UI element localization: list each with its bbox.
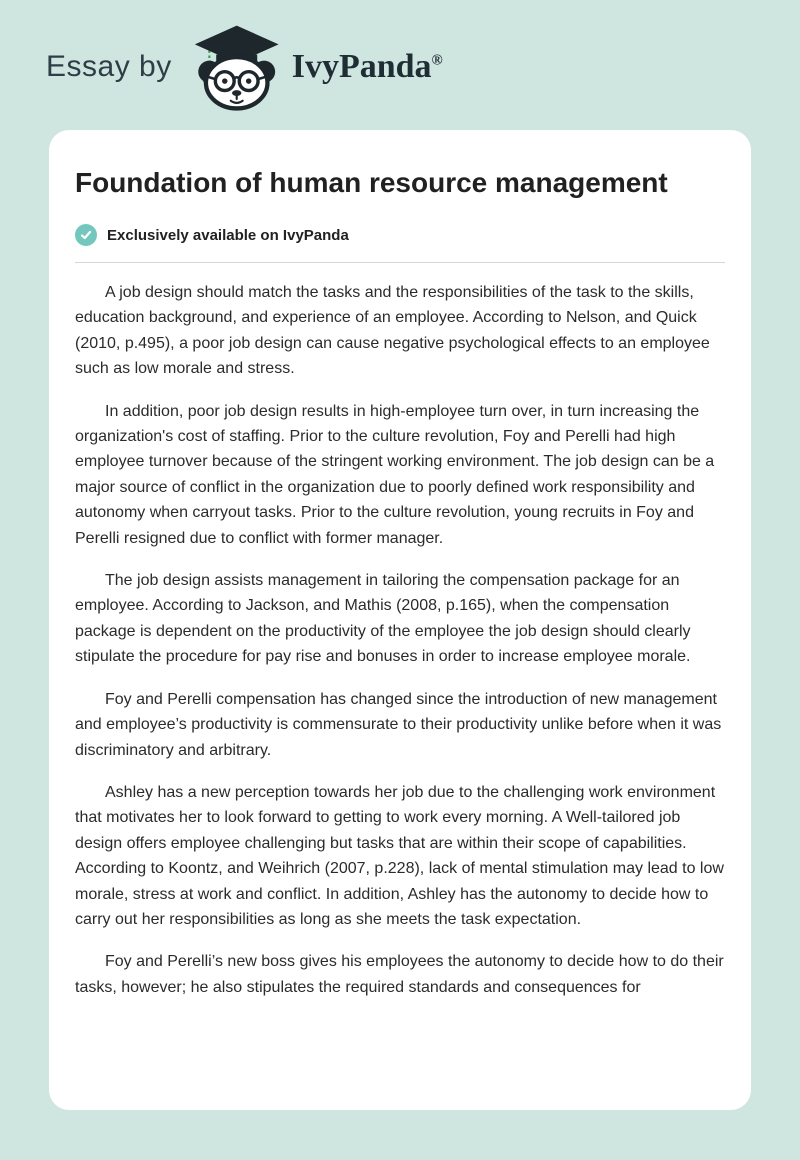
exclusive-badge: [75, 224, 725, 246]
checkmark-icon: [75, 224, 97, 246]
essay-paragraph: Foy and Perelli compensation has changed since the introduction of new management and employee’s productivity is commensurate to their productivity unlike before when it was discriminatory and arbitrary.: [75, 690, 722, 759]
essay-by-label: Essay by: [46, 50, 172, 83]
brand-text: IvyPanda: [291, 48, 432, 85]
essay-paragraph: The job design assists management in tailoring the compensation package for an employee. According to Jackson, and Mathis (2008, p.165), when the compensation package is dependent on the productivity of the employee the job design should clearly stipulate the procedure for pay rise and bonuses in order to increase employee morale.: [75, 572, 691, 666]
registered-mark: ®: [431, 52, 443, 69]
essay-paragraph: A job design should match the tasks and the responsibilities of the task to the skills, education background, and experience of an employee. According to Nelson, and Quick (2010, p.495), a poor job design can cause negative psychological effects to an employee such as low morale and stress.: [75, 284, 710, 378]
essay-body: [75, 280, 725, 1000]
exclusive-badge-label: Exclusively available on IvyPanda: [107, 226, 349, 244]
essay-paragraph: In addition, poor job design results in high-employee turn over, in turn increasing the organization's cost of staffing. Prior to the culture revolution, Foy and Perelli had high employee turnover because of the stringent working environment. The job design can be a major source of conflict in the organization due to poorly defined work responsibility and autonomy when carryout tasks. Prior to the culture revolution, young recruits in Foy and Perelli resigned due to conflict with former manager.: [75, 402, 715, 547]
site-header: [0, 0, 800, 130]
essay-card: [49, 130, 751, 1110]
ivypanda-panda-graduation-cap-icon: [188, 23, 282, 111]
divider: [75, 262, 725, 263]
essay-title: Foundation of human resource management: [75, 167, 668, 198]
brand-name: [292, 48, 443, 86]
essay-paragraph: Foy and Perelli’s new boss gives his employees the autonomy to decide how to do their tasks, however; he also stipulates the required standards and consequences for: [75, 953, 724, 996]
essay-paragraph: Ashley has a new perception towards her job due to the challenging work environment that motivates her to look forward to getting to work every morning. A Well-tailored job design offers employee challenging but tasks that are within their scope of capabilities. According to Koontz, and Weihrich (2007, p.228), lack of mental stimulation may lead to low morale, stress at work and conflict. In addition, Ashley has the autonomy to decide how to carry out her responsibilities as long as she meets the task expectation.: [75, 783, 724, 928]
